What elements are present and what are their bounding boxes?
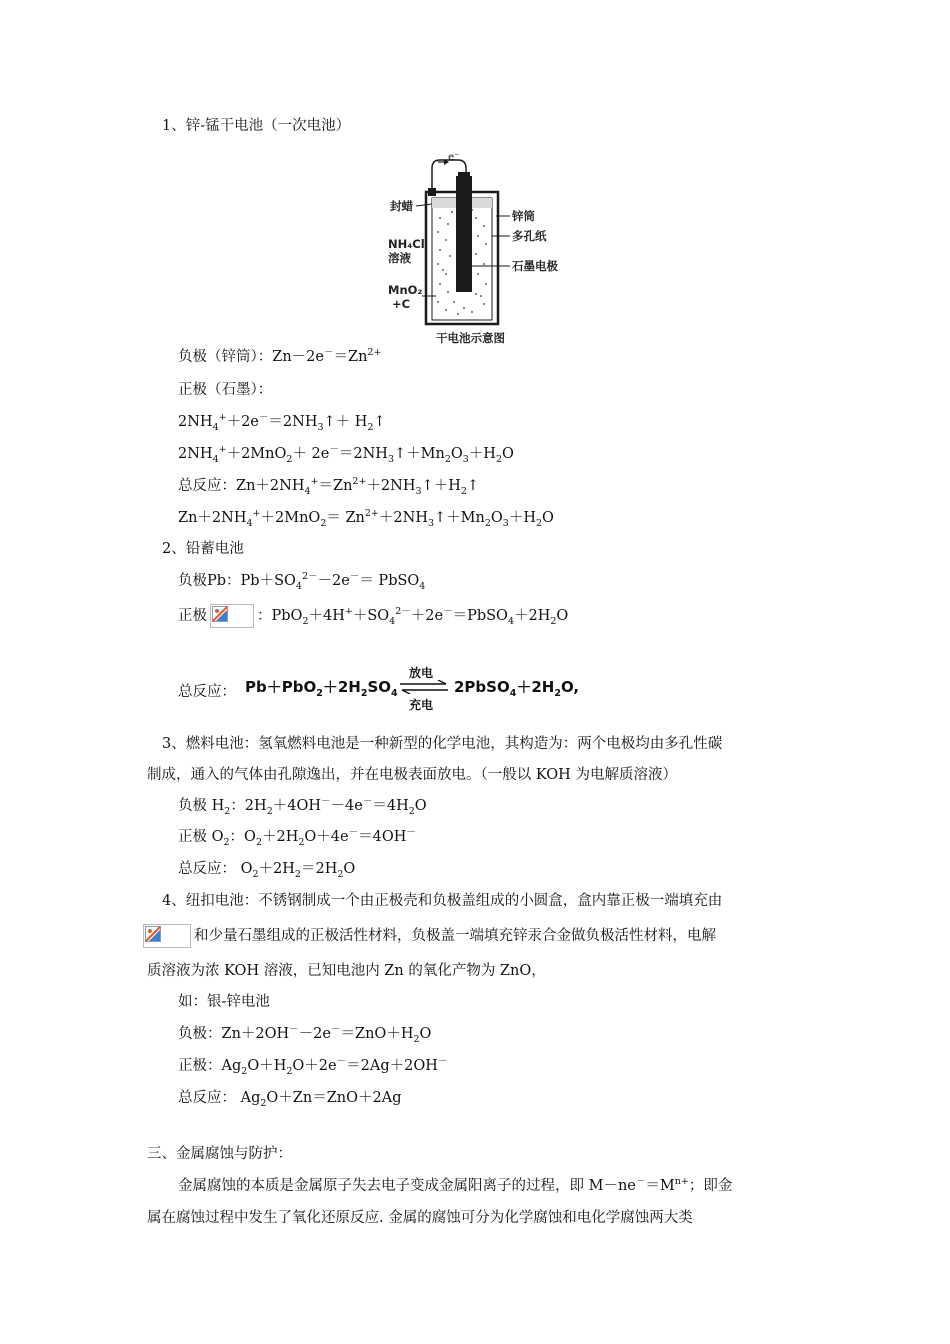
electron-label: e⁻ [448, 152, 460, 163]
graphite-electrode-label: 石墨电极 [512, 259, 558, 273]
solution-label: 溶液 [388, 251, 411, 265]
s4-total-reaction: 总反应： $Ag_2O+Zn=ZnO+2Ag$ [178, 1090, 402, 1109]
s4-total-prefix: 总反应： [178, 1090, 236, 1106]
s1-total-prefix: 总反应： [178, 478, 236, 494]
broken-image-icon [210, 604, 254, 628]
s4-neg-prefix: 负极： [178, 1026, 222, 1042]
nh4cl-label: NH₄Cl [388, 237, 425, 251]
charge-label: 充电 [409, 698, 434, 712]
s2-negative-electrode: 负极Pb：$Pb+SO_4^{2-}-2e^-=$ PbSO$_4$ [178, 571, 426, 592]
s2-neg-prefix: 负极Pb： [178, 573, 241, 589]
metal-corrosion-line2: 属在腐蚀过程中发生了氧化还原反应. 金属的腐蚀可分为化学腐蚀和电化学腐蚀两大类 [147, 1210, 693, 1226]
metal-corrosion-line1: 金属腐蚀的本质是金属原子失去电子变成金属阳离子的过程，即 $M-ne^-=M^{n+}$；即金 [178, 1176, 733, 1194]
broken-image-icon-2 [143, 924, 191, 948]
s4-paragraph-line2 [143, 924, 716, 948]
porous-paper-label: 多孔纸 [512, 229, 547, 243]
s4-negative-electrode: 负极：$Zn+2OH^--2e^-=ZnO+H_2O$ [178, 1024, 432, 1045]
s4-example: 如：银-锌电池 [178, 994, 270, 1010]
s1-positive-eq1: $2NH_4^++2e^-=2NH_3↑+$ $H_2↑$ [178, 412, 386, 433]
s2-total-rhs: $2PbSO_4+2H_2O$, [454, 678, 580, 699]
s3-neg-prefix: 负极 H [178, 798, 225, 814]
zinc-can-label: 锌筒 [512, 209, 535, 223]
s1-total-eq2: $Zn+2NH_4^++2MnO_2=$ $Zn^{2+}+2NH_3↑+Mn_2O_3+H_2O$ [178, 508, 554, 529]
metal-corrosion-title: 三、金属腐蚀与防护： [147, 1146, 292, 1162]
metal-line1-c: ；即金 [688, 1178, 733, 1194]
s1-positive-title: 正极（石墨）： [178, 382, 273, 398]
s1-total-eq1: 总反应：$Zn+2NH_4^+=Zn^{2+}+2NH_3↑+H_2↑$ [178, 476, 480, 497]
reversible-arrow [398, 680, 450, 694]
s4-paragraph-line3: 质溶液为浓 KOH 溶液，已知电池内 Zn 的氧化产物为 ZnO， [147, 963, 546, 979]
s3-total-prefix: 总反应： [178, 861, 236, 877]
s1-negative-electrode: 负极（锌筒）：$Zn-2e^-=Zn^{2+}$ [178, 347, 382, 365]
s3-negative-electrode: 负极 $H_2$：$2H_2+4OH^--4e^-=4H_2O$ [178, 796, 427, 817]
s2-total-lhs: $Pb+PbO_2+2H_2SO_4$ [245, 678, 398, 699]
section-1-title: 1、锌-锰干电池（一次电池） [162, 118, 351, 134]
s3-paragraph-line2: 制成，通入的气体由孔隙逸出，并在电极表面放电。（一般以 KOH 为电解质溶液） [147, 767, 677, 783]
s2-positive-electrode: 正极 ：$PbO_2+4H^++SO_4^{2-}+2e^-=PbSO_4+2H_2O$ [178, 604, 568, 628]
discharge-label: 放电 [409, 666, 434, 680]
s4-pos-prefix: 正极： [178, 1058, 222, 1074]
carbon-label: +C [392, 297, 411, 311]
s4-paragraph-line2-text: 和少量石墨组成的正极活性材料，负极盖一端填充锌汞合金做负极活性材料，电解 [194, 928, 716, 944]
s1-positive-eq2: $2NH_4^++2MnO_2+$ $2e^-=2NH_3↑+Mn_2O_3+H_2O$ [178, 444, 514, 465]
mno2-label: MnO₂ [388, 283, 423, 297]
s1-neg-prefix: 负极（锌筒）： [178, 349, 273, 365]
figure-caption: 干电池示意图 [436, 331, 505, 345]
s3-paragraph-line1: 3、燃料电池：氢氧燃料电池是一种新型的化学电池，其构造为：两个电极均由多孔性碳 [162, 736, 723, 752]
metal-line1-a: 金属腐蚀的本质是金属原子失去电子变成金属阳离子的过程，即 M－ne [178, 1178, 636, 1194]
s3-positive-electrode: 正极 $O_2$：$O_2+2H_2O+4e^-=4OH^-$ [178, 827, 416, 848]
metal-line1-b: ＝M [645, 1178, 675, 1194]
s3-total-reaction: 总反应： $O_2+2H_2=2H_2O$ [178, 861, 356, 880]
dry-cell-diagram [388, 152, 564, 348]
s2-pos-prefix: 正极 [178, 608, 207, 624]
s2-total-prefix: 总反应： [178, 684, 236, 700]
section-2-title: 2、铅蓄电池 [162, 541, 244, 557]
s3-pos-prefix: 正极 O [178, 829, 224, 845]
s4-paragraph-line1: 4、纽扣电池：不锈钢制成一个由正极壳和负极盖组成的小圆盒，盒内靠正极一端填充由 [162, 893, 723, 909]
s4-positive-electrode: 正极：$Ag_2O+H_2O+2e^-=2Ag+2OH^-$ [178, 1056, 448, 1077]
wax-label: 封蜡 [390, 199, 413, 213]
